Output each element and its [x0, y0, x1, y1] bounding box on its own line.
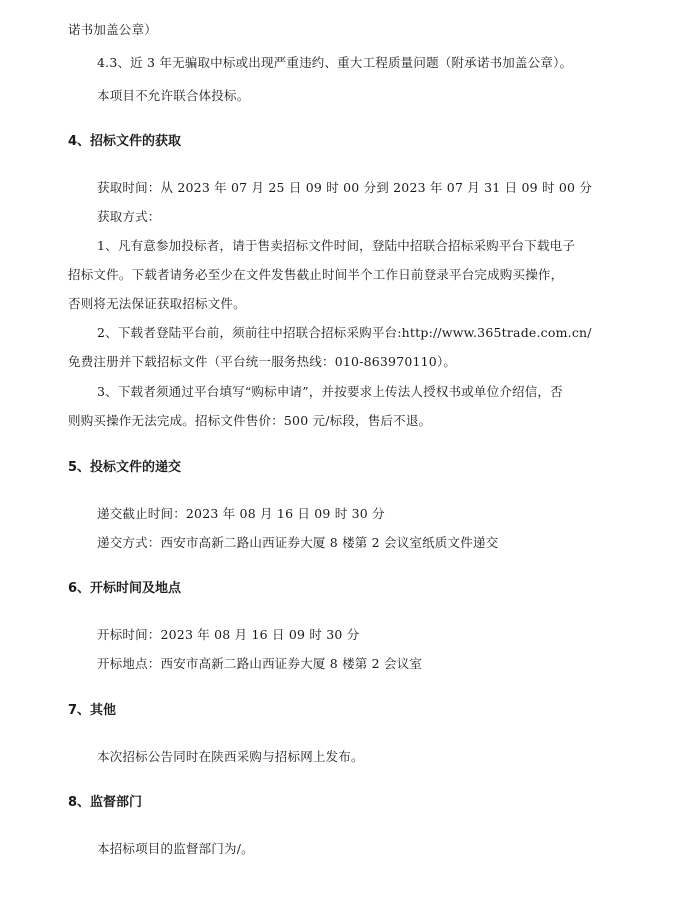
other-note: 本次招标公告同时在陕西采购与招标网上发布。: [97, 749, 364, 764]
section-heading-7: 7、其他: [68, 703, 117, 718]
qualification-line-continuation: 诺书加盖公章）: [68, 22, 157, 37]
document-obtain-time: 获取时间：从 2023 年 07 月 25 日 09 时 00 分到 2023 年 07 月 31 日 09 时 00 分: [97, 180, 593, 195]
section-heading-5: 5、投标文件的递交: [68, 460, 182, 475]
bid-opening-time: 开标时间：2023 年 08 月 16 日 09 时 30 分: [97, 627, 360, 642]
submission-method: 递交方式：西安市高新二路山西证券大厦 8 楼第 2 会议室纸质文件递交: [97, 535, 499, 550]
bid-opening-place: 开标地点：西安市高新二路山西证券大厦 8 楼第 2 会议室: [97, 656, 423, 671]
supervision-note: 本招标项目的监督部门为/。: [97, 841, 254, 856]
section-heading-6: 6、开标时间及地点: [68, 581, 182, 596]
obtain-item-2-line-1: 2、下载者登陆平台前，须前往中招联合招标采购平台:http://www.365trade.com.cn/: [97, 325, 592, 340]
obtain-item-2-line-2: 免费注册并下载招标文件（平台统一服务热线：010-863970110）。: [68, 354, 457, 369]
document-obtain-method-label: 获取方式：: [97, 209, 161, 224]
obtain-item-1-line-1: 1、凡有意参加投标者，请于售卖招标文件时间，登陆中招联合招标采购平台下载电子: [97, 238, 576, 253]
obtain-item-1-line-3: 否则将无法保证获取招标文件。: [68, 296, 246, 311]
section-heading-4: 4、招标文件的获取: [68, 134, 182, 149]
section-heading-8: 8、监督部门: [68, 795, 143, 810]
obtain-item-3-line-1: 3、下载者须通过平台填写“购标申请”，并按要求上传法人授权书或单位介绍信，否: [97, 384, 563, 399]
qualification-item-4-3: 4.3、近 3 年无骗取中标或出现严重违约、重大工程质量问题（附承诺书加盖公章）。: [97, 55, 573, 70]
consortium-note: 本项目不允许联合体投标。: [97, 88, 250, 103]
obtain-item-1-line-2: 招标文件。下载者请务必至少在文件发售截止时间半个工作日前登录平台完成购买操作，: [68, 267, 564, 282]
submission-deadline: 递交截止时间：2023 年 08 月 16 日 09 时 30 分: [97, 506, 385, 521]
obtain-item-3-line-2: 则购买操作无法完成。招标文件售价：500 元/标段，售后不退。: [68, 413, 432, 428]
